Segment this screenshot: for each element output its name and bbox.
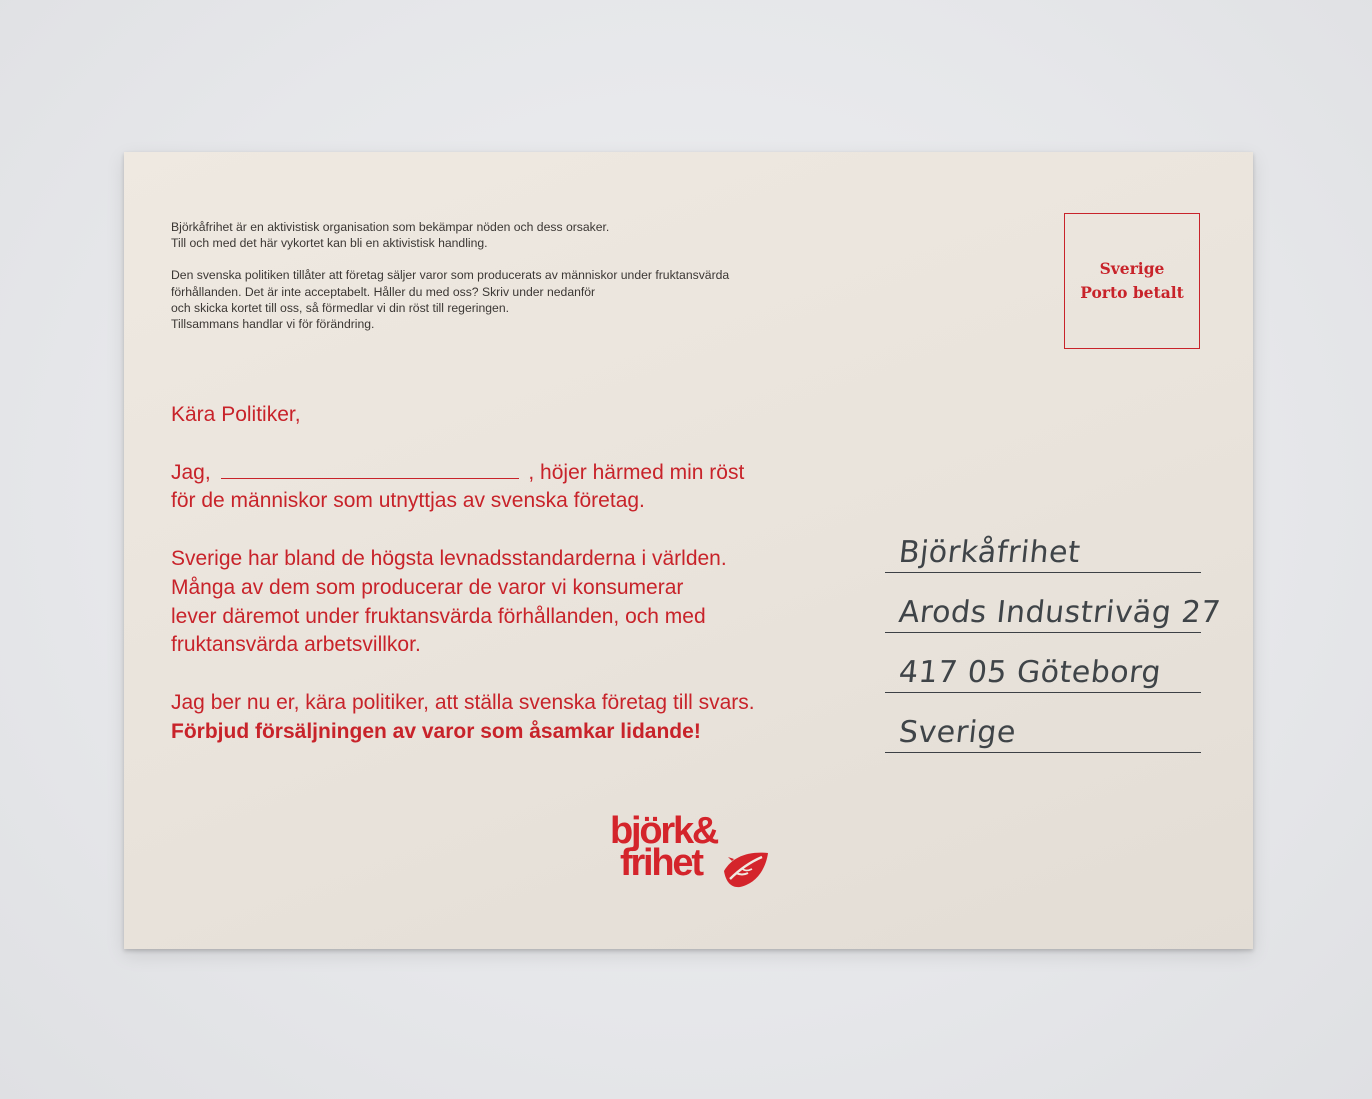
postage-paid-stamp bbox=[1064, 213, 1200, 349]
letter-line: Många av dem som producerar de varor vi konsumerar bbox=[171, 575, 684, 599]
name-blank-field[interactable] bbox=[221, 460, 519, 479]
intro-line: Den svenska politiken tillåter att företag säljer varor som producerats av människor under fruktansvärda bbox=[171, 268, 730, 283]
intro-line: och skicka kortet till oss, så förmedlar vi din röst till regeringen. bbox=[171, 300, 509, 315]
letter-paragraph-2 bbox=[171, 545, 851, 660]
letter-signature-sentence bbox=[171, 459, 851, 516]
address-block bbox=[885, 526, 1223, 753]
address-country: Sverige bbox=[897, 715, 1018, 750]
birch-leaf-icon bbox=[722, 849, 770, 889]
address-line bbox=[885, 526, 1201, 573]
letter-line: lever däremot under fruktansvärda förhållanden, och med bbox=[171, 604, 706, 628]
intro-text bbox=[171, 219, 831, 332]
intro-paragraph-1 bbox=[171, 219, 831, 251]
intro-line: Björkåfrihet är en aktivistisk organisation som bekämpar nöden och dess orsaker. bbox=[171, 220, 610, 234]
letter-line: Sverige har bland de högsta levnadsstandarderna i världen. bbox=[171, 547, 727, 571]
letter-line: Jag ber nu er, kära politiker, att ställa svenska företag till svars. bbox=[171, 690, 755, 714]
address-line bbox=[885, 693, 1201, 753]
letter-greeting: Kära Politiker, bbox=[171, 403, 301, 426]
jag-prefix: Jag, bbox=[171, 460, 211, 484]
letter-demand: Förbjud försäljningen av varor som åsamkar lidande! bbox=[171, 719, 701, 743]
letter-line: fruktansvärda arbetsvillkor. bbox=[171, 633, 421, 657]
address-line bbox=[885, 573, 1223, 633]
stamp-country: Sverige bbox=[1099, 259, 1165, 278]
bjork-frihet-logo bbox=[610, 812, 780, 894]
address-street: Arods Industriväg 27 bbox=[897, 595, 1223, 630]
intro-line: förhållanden. Det är inte acceptabelt. Håller du med oss? Skriv under nedanför bbox=[171, 284, 596, 299]
intro-paragraph-2 bbox=[171, 267, 831, 332]
postcard bbox=[124, 152, 1253, 949]
letter-body bbox=[171, 401, 851, 746]
address-line bbox=[885, 633, 1201, 693]
letter-line: för de människor som utnyttjas av svenska företag. bbox=[171, 489, 645, 513]
logo-line-2: frihet bbox=[620, 842, 702, 884]
logo-line-1: björk& bbox=[610, 810, 718, 852]
stamp-postage-label: Porto betalt bbox=[1080, 283, 1184, 302]
intro-line: Till och med det här vykortet kan bli en aktivistisk handling. bbox=[171, 236, 488, 251]
address-recipient: Björkåfrihet bbox=[897, 535, 1083, 570]
jag-suffix: , höjer härmed min röst bbox=[528, 460, 745, 484]
letter-paragraph-3 bbox=[171, 689, 851, 746]
intro-line: Tillsammans handlar vi för förändring. bbox=[171, 317, 375, 332]
address-postal-city: 417 05 Göteborg bbox=[897, 655, 1163, 690]
